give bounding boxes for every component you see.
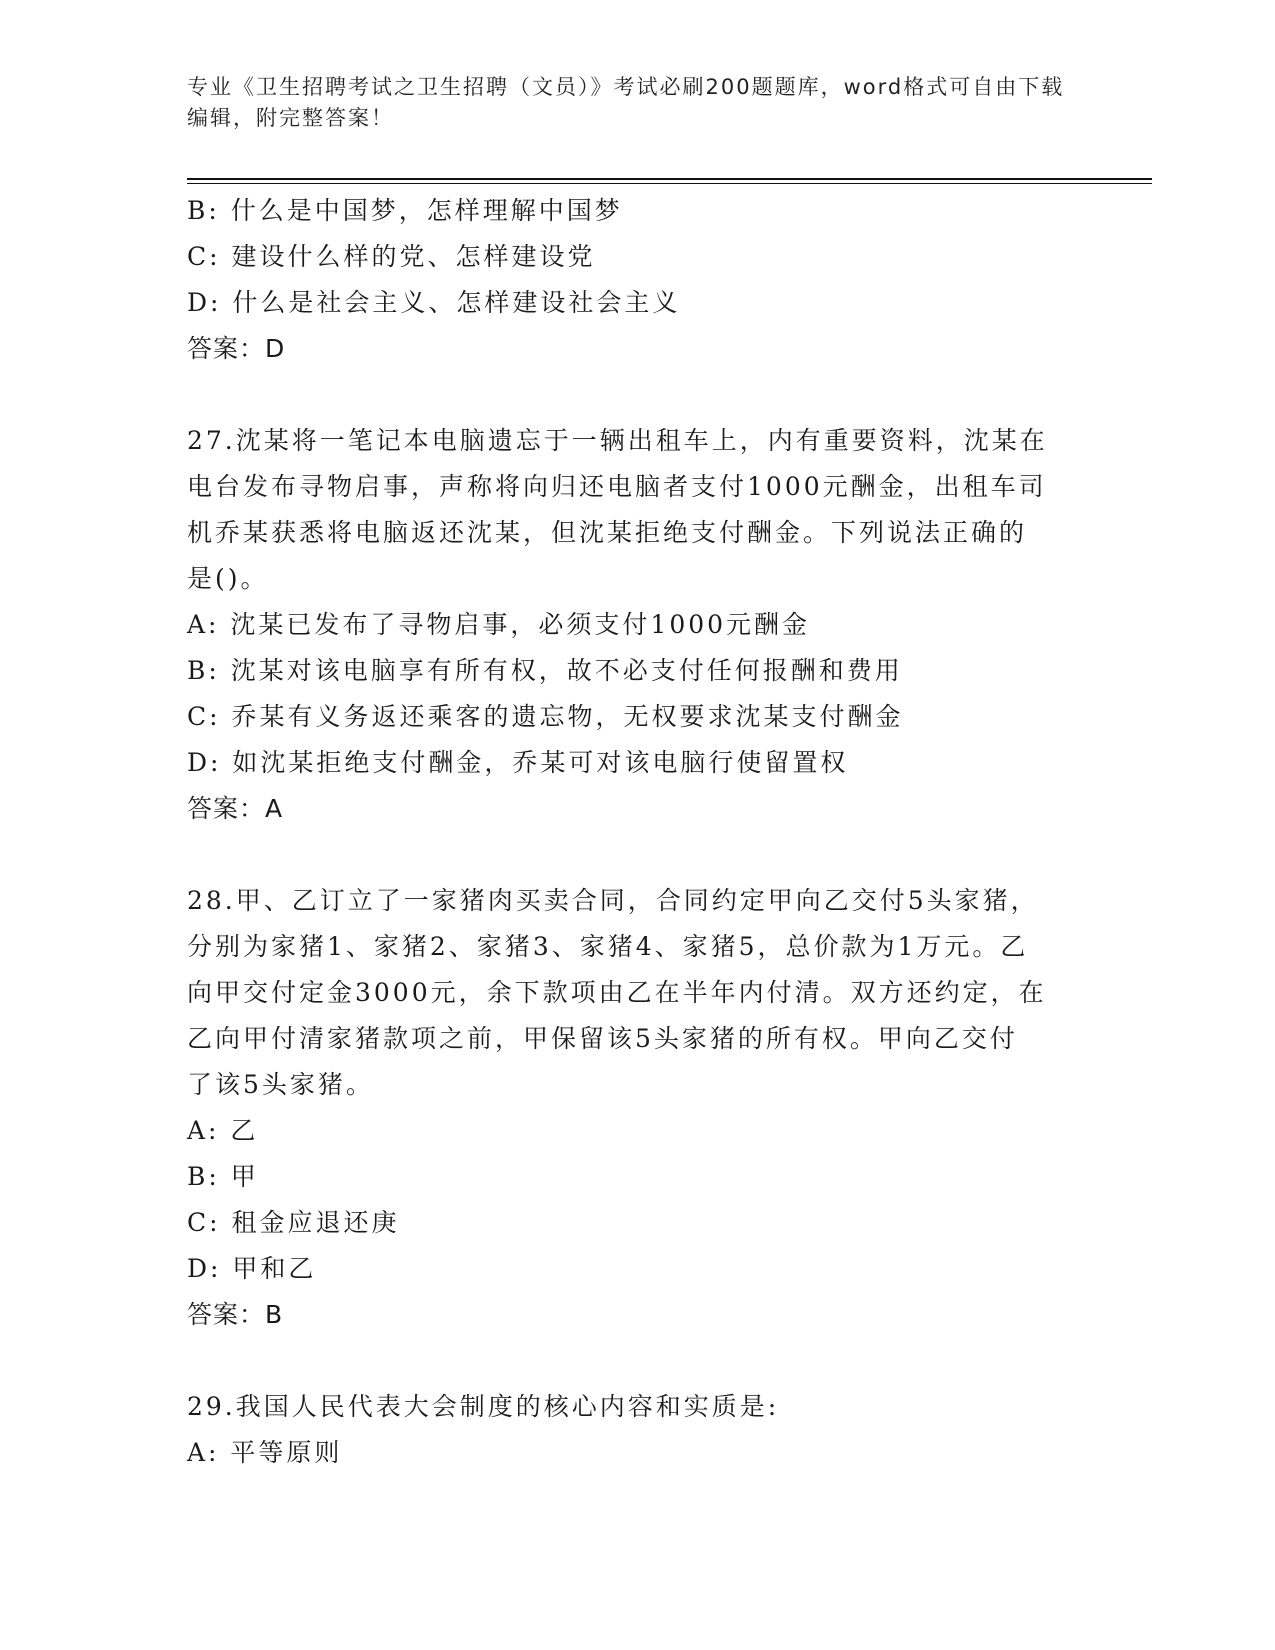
q28-option-b: B: 甲: [187, 1162, 259, 1191]
q28-stem-line-4: 乙向甲付清家猪款项之前，甲保留该5头家猪的所有权。甲向乙交付: [187, 1024, 1018, 1053]
q27-stem-line-1: 27.沈某将一笔记本电脑遗忘于一辆出租车上，内有重要资料，沈某在: [187, 426, 1048, 455]
q27-option-b: B: 沈某对该电脑享有所有权，故不必支付任何报酬和费用: [187, 656, 903, 685]
header-rule-thin: [187, 183, 1152, 184]
q26-option-b: B: 什么是中国梦，怎样理解中国梦: [187, 196, 623, 225]
header-rule-thick: [187, 178, 1152, 180]
question-27: [187, 418, 1087, 832]
q27-option-c: C: 乔某有义务返还乘客的遗忘物，无权要求沈某支付酬金: [187, 702, 904, 731]
q26-option-d: D: 什么是社会主义、怎样建设社会主义: [187, 288, 681, 317]
q28-stem-line-1: 28.甲、乙订立了一家猪肉买卖合同，合同约定甲向乙交付5头家猪，: [187, 886, 1039, 915]
spacer: [187, 372, 1087, 418]
q27-option-a: A: 沈某已发布了寻物启事，必须支付1000元酬金: [187, 610, 811, 639]
q27-stem-line-4: 是()。: [187, 564, 269, 593]
q28-stem-line-5: 了该5头家猪。: [187, 1070, 374, 1099]
q26-answer: 答案：D: [187, 334, 286, 363]
q27-stem-line-3: 机乔某获悉将电脑返还沈某，但沈某拒绝支付酬金。下列说法正确的: [187, 518, 1028, 547]
q28-option-a: A: 乙: [187, 1116, 259, 1145]
q28-option-c: C: 租金应退还庚: [187, 1208, 400, 1237]
q27-option-d: D: 如沈某拒绝支付酬金，乔某可对该电脑行使留置权: [187, 748, 849, 777]
question-26-tail: [187, 188, 1087, 372]
spacer: [187, 1338, 1087, 1384]
q28-answer: 答案：B: [187, 1300, 284, 1329]
document-body: [187, 188, 1087, 1476]
q28-option-d: D: 甲和乙: [187, 1254, 317, 1283]
q27-stem-line-2: 电台发布寻物启事，声称将向归还电脑者支付1000元酬金，出租车司: [187, 472, 1047, 501]
question-29: [187, 1384, 1087, 1476]
q29-stem-line-1: 29.我国人民代表大会制度的核心内容和实质是:: [187, 1392, 780, 1421]
document-header: 专业《卫生招聘考试之卫生招聘（文员）》考试必刷200题题库，word格式可自由下载编辑，附完整答案！: [187, 75, 1065, 130]
spacer: [187, 832, 1087, 878]
q29-option-a: A: 平等原则: [187, 1438, 343, 1467]
q26-option-c: C: 建设什么样的党、怎样建设党: [187, 242, 596, 271]
q28-stem-line-3: 向甲交付定金3000元，余下款项由乙在半年内付清。双方还约定，在: [187, 978, 1047, 1007]
question-28: [187, 878, 1087, 1338]
q27-answer: 答案：A: [187, 794, 284, 823]
q28-stem-line-2: 分别为家猪1、家猪2、家猪3、家猪4、家猪5，总价款为1万元。乙: [187, 932, 1029, 961]
